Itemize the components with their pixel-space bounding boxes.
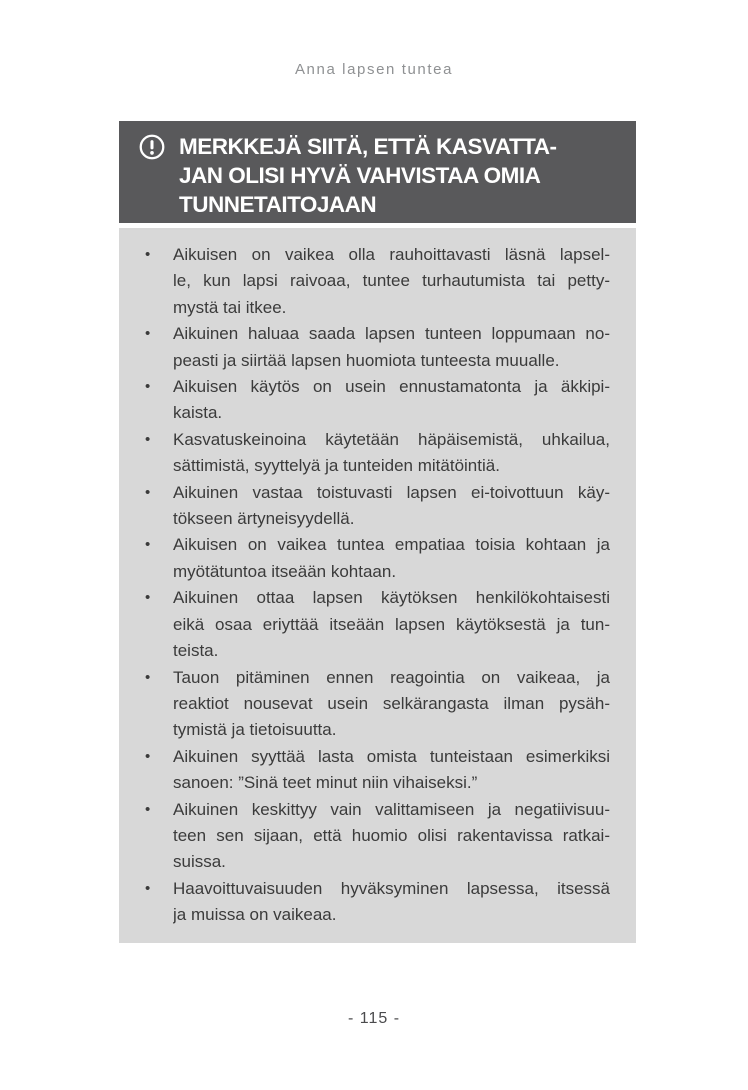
page-number: - 115 - — [347, 1010, 401, 1027]
bullet-line: Haavoittuvaisuuden hyväksyminen lapsessa, itsessä — [173, 878, 610, 898]
bullet-text — [173, 532, 610, 585]
bullet-line: tökseen ärtyneisyydellä. — [173, 509, 355, 529]
bullet-line: mystä tai itkee. — [173, 297, 287, 317]
bullet-line: Aikuisen on vaikea tuntea empatiaa toisia kohtaan ja — [173, 535, 610, 555]
exclamation-circle-icon — [139, 134, 165, 160]
bullet-line: reaktiot nousevat usein selkärangasta ilman pysäh- — [173, 693, 610, 713]
bullet-line: tymistä ja tietoisuutta. — [173, 720, 337, 740]
bullet-icon: • — [145, 800, 151, 818]
bullet-line: Tauon pitäminen ennen reagointia on vaikeaa, ja — [173, 667, 610, 687]
callout-title-line: TUNNETAITOJAAN — [179, 192, 377, 217]
list-item — [145, 797, 610, 876]
bullet-line: sanoen: ”Sinä teet minut niin vihaiseksi.” — [173, 773, 478, 793]
list-item — [145, 876, 610, 929]
bullet-line: Aikuisen käytös on usein ennustamatonta ja äkkipi- — [173, 377, 610, 397]
list-item — [145, 532, 610, 585]
bullet-text — [173, 480, 610, 533]
bullet-line: ja muissa on vaikeaa. — [173, 905, 337, 925]
bullet-text — [173, 744, 610, 797]
bullet-line: suissa. — [173, 852, 226, 872]
callout-header — [119, 121, 636, 223]
bullet-line: Aikuinen ottaa lapsen käytöksen henkilökohtaisesti — [173, 588, 610, 608]
bullet-line: Aikuinen keskittyy vain valittamiseen ja negatiivisuu- — [173, 799, 610, 819]
bullet-text — [173, 374, 610, 427]
list-item — [145, 480, 610, 533]
running-header: Anna lapsen tuntea — [294, 61, 454, 78]
bullet-line: peasti ja siirtää lapsen huomiota tunteesta muualle. — [173, 350, 560, 370]
list-item — [145, 374, 610, 427]
bullet-icon: • — [145, 536, 151, 554]
bullet-line: teista. — [173, 641, 219, 661]
bullet-text — [173, 665, 610, 744]
callout-title-line: JAN OLISI HYVÄ VAHVISTAA OMIA — [179, 163, 541, 188]
bullet-text — [173, 585, 610, 664]
list-item — [145, 242, 610, 321]
bullet-list — [145, 242, 610, 929]
bullet-icon: • — [145, 325, 151, 343]
bullet-line: sättimistä, syyttelyä ja tunteiden mitätöintiä. — [173, 456, 500, 476]
bullet-line: Kasvatuskeinoina käytetään häpäisemistä, uhkailua, — [173, 429, 610, 449]
callout-title-line: MERKKEJÄ SIITÄ, ETTÄ KASVATTA- — [179, 134, 557, 159]
bullet-text — [173, 321, 610, 374]
bullet-line: Aikuisen on vaikea olla rauhoittavasti läsnä lapsel- — [173, 245, 610, 264]
callout-body — [119, 228, 636, 943]
bullet-text — [173, 242, 610, 321]
callout-title — [179, 132, 557, 219]
bullet-icon: • — [145, 879, 151, 897]
bullet-icon: • — [145, 378, 151, 396]
list-item — [145, 427, 610, 480]
bullet-line: Aikuinen syyttää lasta omista tunteistaan esimerkiksi — [173, 746, 610, 766]
bullet-icon: • — [145, 589, 151, 607]
bullet-text — [173, 427, 610, 480]
bullet-line: Aikuinen haluaa saada lapsen tunteen loppumaan no- — [173, 324, 610, 344]
bullet-icon: • — [145, 430, 151, 448]
bullet-icon: • — [145, 483, 151, 501]
bullet-line: teen sen sijaan, että huomio olisi rakentavissa ratkai- — [173, 825, 610, 845]
bullet-line: le, kun lapsi raivoaa, tuntee turhautumista tai petty- — [173, 271, 610, 291]
bullet-icon: • — [145, 246, 151, 263]
bullet-line: Aikuinen vastaa toistuvasti lapsen ei-toivottuun käy- — [173, 482, 610, 502]
bullet-text — [173, 876, 610, 929]
list-item — [145, 665, 610, 744]
bullet-line: eikä osaa eriyttää itseään lapsen käytöksestä ja tun- — [173, 614, 610, 634]
bullet-line: myötätuntoa itseään kohtaan. — [173, 561, 397, 581]
bullet-line: kaista. — [173, 403, 223, 423]
bullet-icon: • — [145, 668, 151, 686]
bullet-text — [173, 797, 610, 876]
list-item — [145, 585, 610, 664]
bullet-icon: • — [145, 747, 151, 765]
list-item — [145, 744, 610, 797]
list-item — [145, 321, 610, 374]
